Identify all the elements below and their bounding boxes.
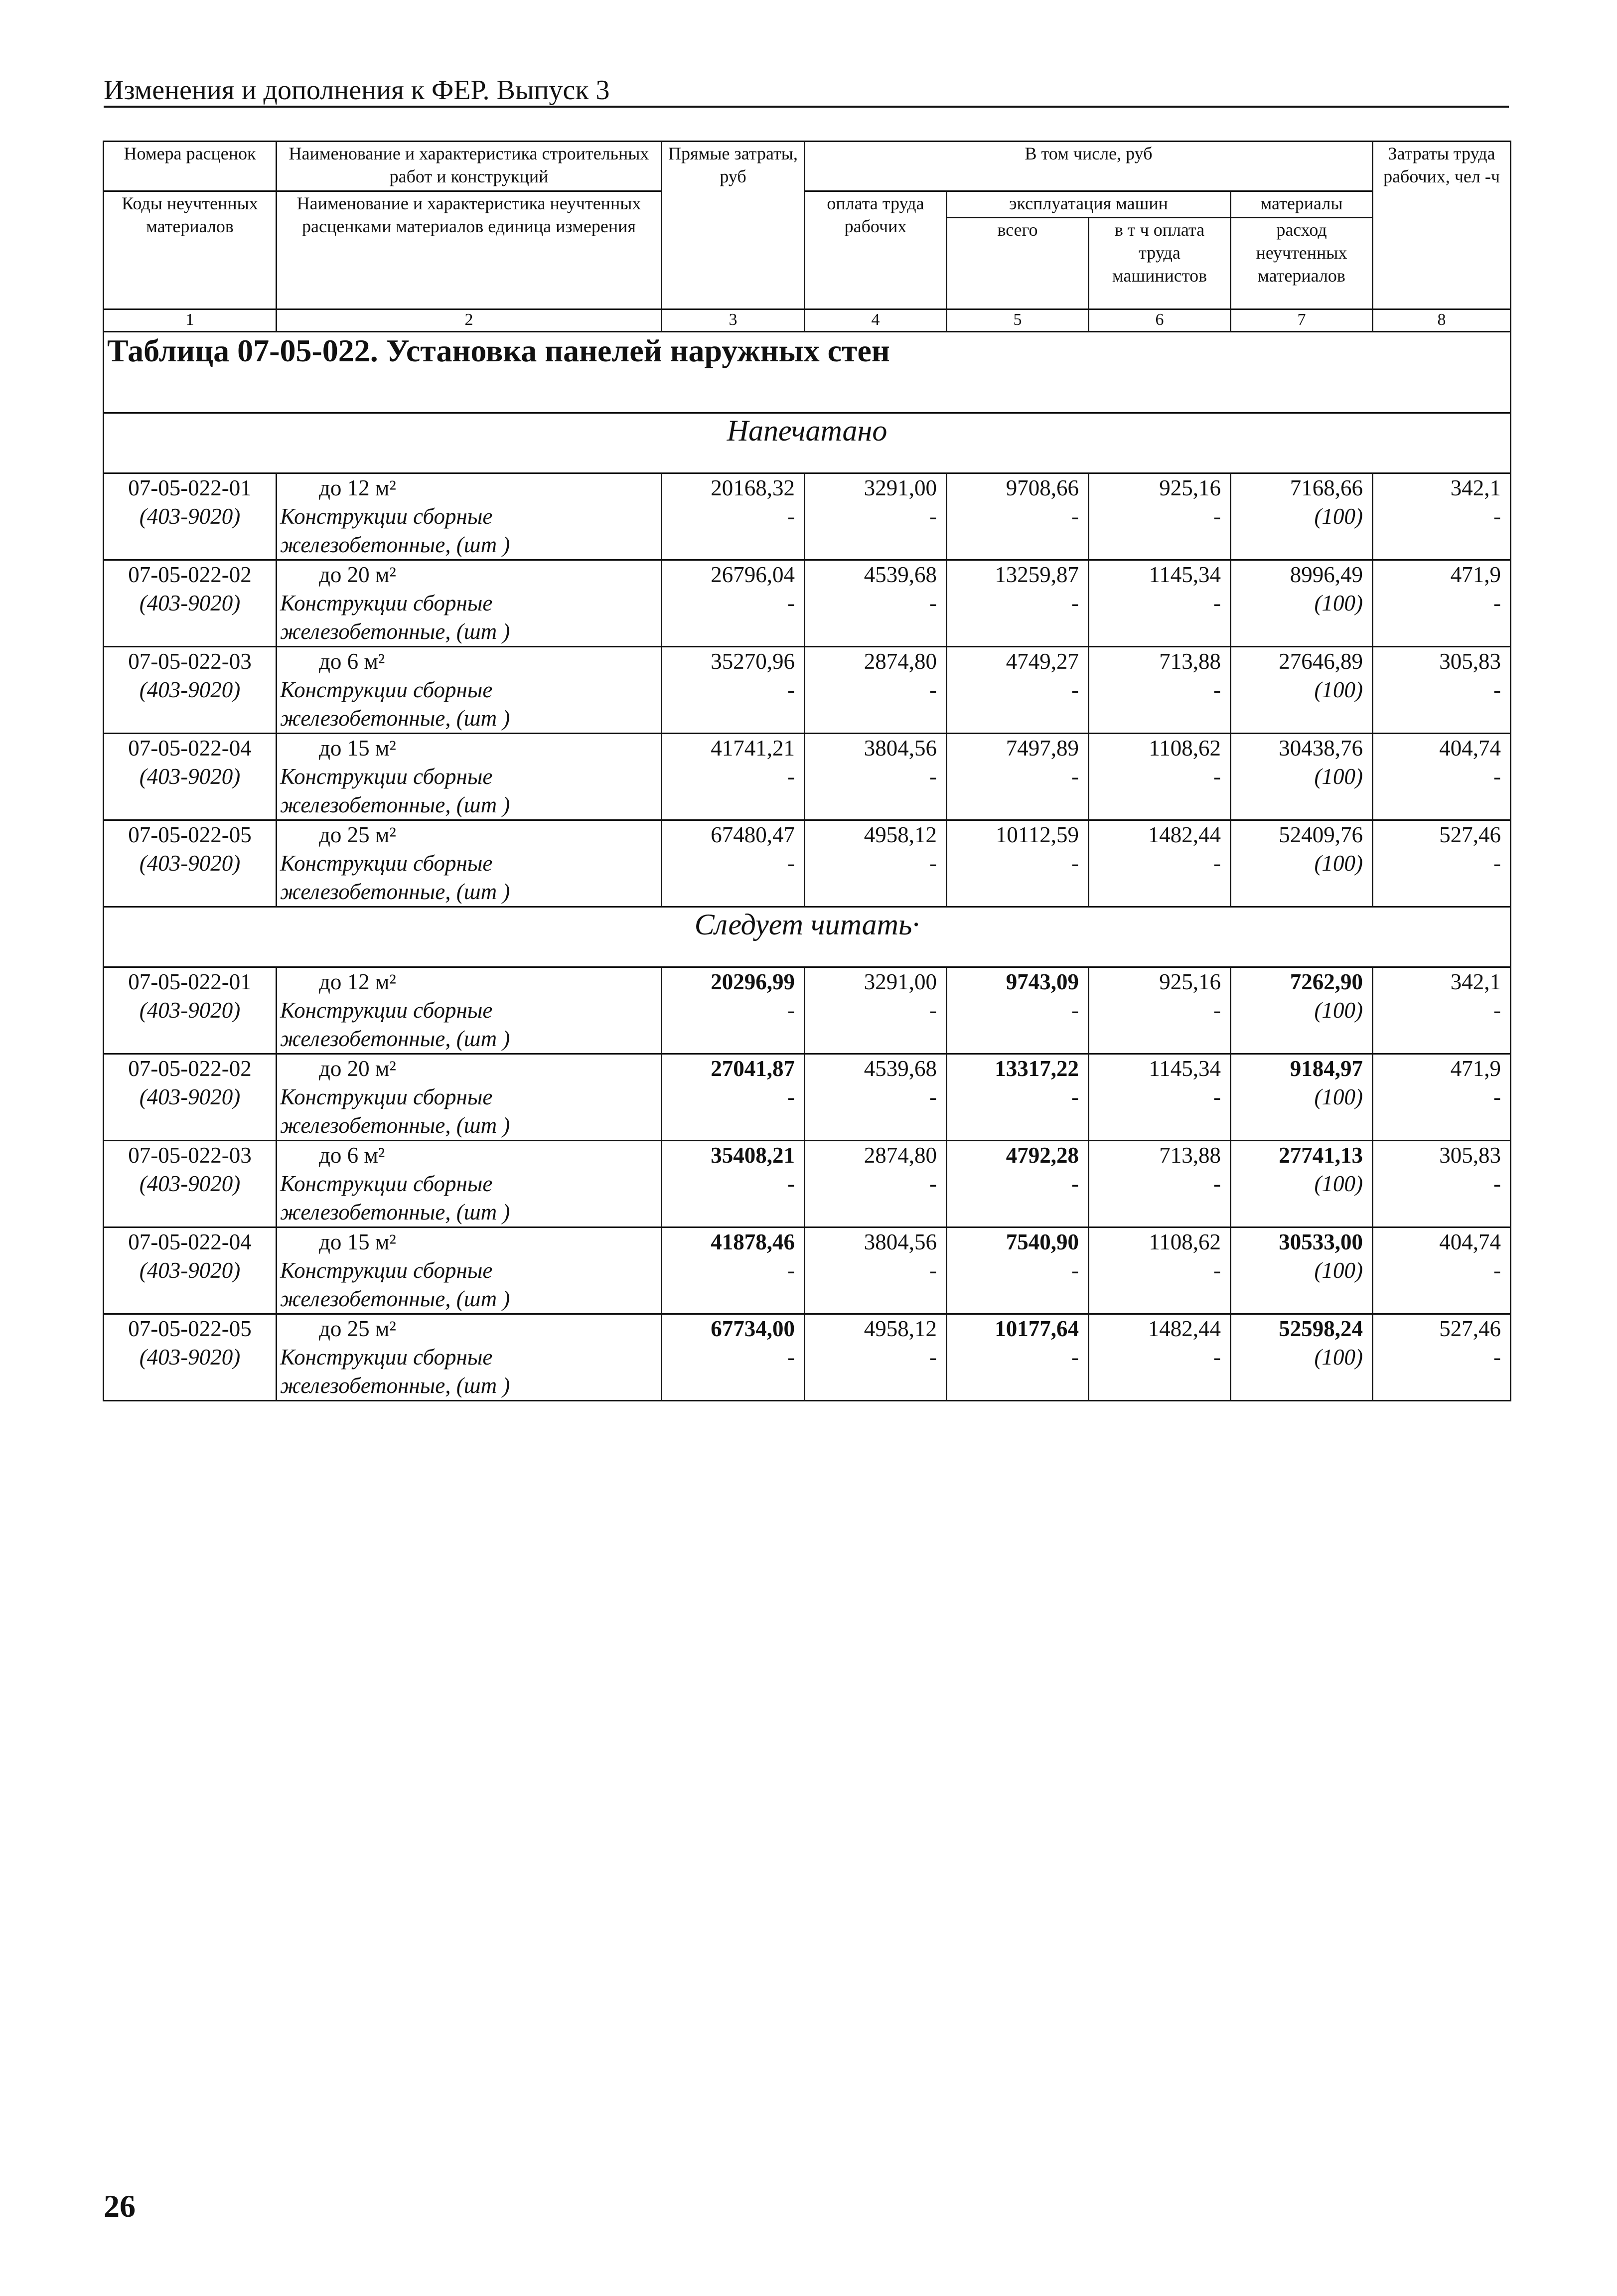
material-costs: 7168,66: [1290, 475, 1363, 500]
worker-pay: 2874,80: [864, 1143, 937, 1168]
worker-pay: 3291,00: [864, 475, 937, 500]
machine-costs-cell: [947, 1314, 1089, 1401]
table-row: [104, 820, 1511, 907]
material-costs: 27741,13: [1279, 1143, 1363, 1168]
machinist-pay: 1108,62: [1149, 736, 1221, 761]
worker-pay-cell: [805, 473, 947, 560]
labor-hours: 527,46: [1439, 1316, 1501, 1341]
machine-costs: 10112,59: [995, 822, 1079, 847]
machinist-pay: 713,88: [1159, 649, 1221, 674]
machine-costs: 10177,64: [995, 1316, 1079, 1341]
table-row: [104, 560, 1511, 647]
direct-costs-sub: -: [787, 1084, 795, 1109]
rate-code: 07-05-022-05: [128, 1316, 252, 1341]
material-costs: 52598,24: [1279, 1316, 1363, 1341]
table-row: [104, 647, 1511, 734]
material-costs: 27646,89: [1279, 649, 1363, 674]
material-costs-sub: (100): [1314, 591, 1363, 615]
machinist-pay-sub: -: [1213, 764, 1221, 789]
material-name: Конструкции сборные железобетонные, (шт ): [280, 1258, 510, 1311]
description-cell: [277, 1141, 662, 1227]
header-machinist-pay: в т ч оплата труда машинистов: [1089, 218, 1231, 309]
machine-costs-cell: [947, 560, 1089, 647]
panel-size: до 15 м²: [319, 1229, 396, 1254]
header-including: В том числе, руб: [805, 142, 1373, 191]
panel-size: до 20 м²: [319, 562, 396, 587]
material-costs-cell: [1231, 1227, 1373, 1314]
machine-costs: 13259,87: [995, 562, 1079, 587]
rate-code-cell: [104, 820, 277, 907]
machine-costs-sub: -: [1071, 591, 1079, 615]
labor-hours-cell: [1373, 734, 1511, 820]
worker-pay-sub: -: [929, 1345, 937, 1370]
direct-costs: 26796,04: [711, 562, 795, 587]
direct-costs-cell: [662, 967, 805, 1054]
worker-pay-sub: -: [929, 851, 937, 876]
description-cell: [277, 1314, 662, 1401]
worker-pay-sub: -: [929, 591, 937, 615]
rate-code: 07-05-022-02: [128, 1056, 252, 1081]
table-header: [104, 142, 1511, 332]
panel-size: до 12 м²: [319, 969, 396, 994]
rate-code-cell: [104, 473, 277, 560]
direct-costs: 35408,21: [711, 1143, 795, 1168]
worker-pay-sub: -: [929, 764, 937, 789]
machinist-pay: 925,16: [1159, 969, 1221, 994]
machinist-pay: 1145,34: [1149, 1056, 1221, 1081]
direct-costs-cell: [662, 1314, 805, 1401]
material-name: Конструкции сборные железобетонные, (шт ): [280, 677, 510, 731]
direct-costs-cell: [662, 1054, 805, 1141]
material-costs-sub: (100): [1314, 1258, 1363, 1283]
column-number: 1: [104, 309, 277, 332]
machinist-pay-sub: -: [1213, 591, 1221, 615]
machine-costs-cell: [947, 473, 1089, 560]
material-code: (403-9020): [139, 998, 241, 1023]
table-row: [104, 734, 1511, 820]
labor-hours-cell: [1373, 1227, 1511, 1314]
labor-hours-sub: -: [1493, 764, 1501, 789]
worker-pay-sub: -: [929, 1084, 937, 1109]
machine-costs: 7497,89: [1006, 736, 1079, 761]
labor-hours: 342,1: [1450, 475, 1501, 500]
worker-pay-sub: -: [929, 677, 937, 702]
machine-costs: 13317,22: [995, 1056, 1079, 1081]
worker-pay-sub: -: [929, 504, 937, 529]
worker-pay: 4539,68: [864, 1056, 937, 1081]
rate-code-cell: [104, 560, 277, 647]
material-costs-sub: (100): [1314, 764, 1363, 789]
machinist-pay-sub: -: [1213, 677, 1221, 702]
panel-size: до 15 м²: [319, 736, 396, 761]
labor-hours: 471,9: [1450, 1056, 1501, 1081]
material-name: Конструкции сборные железобетонные, (шт ): [280, 851, 510, 904]
worker-pay: 4958,12: [864, 822, 937, 847]
material-code: (403-9020): [139, 1258, 241, 1283]
machinist-pay: 1145,34: [1149, 562, 1221, 587]
machine-costs-cell: [947, 1141, 1089, 1227]
direct-costs-cell: [662, 647, 805, 734]
panel-size: до 6 м²: [319, 1143, 385, 1168]
panel-size: до 6 м²: [319, 649, 385, 674]
panel-size: до 25 м²: [319, 822, 396, 847]
material-costs-cell: [1231, 1141, 1373, 1227]
machine-costs-cell: [947, 1054, 1089, 1141]
material-code: (403-9020): [139, 1345, 241, 1370]
direct-costs-sub: -: [787, 851, 795, 876]
material-name: Конструкции сборные железобетонные, (шт ): [280, 1171, 510, 1225]
machinist-pay-sub: -: [1213, 504, 1221, 529]
material-code: (403-9020): [139, 851, 241, 876]
worker-pay-cell: [805, 1227, 947, 1314]
material-name: Конструкции сборные железобетонные, (шт ): [280, 764, 510, 817]
worker-pay: 2874,80: [864, 649, 937, 674]
column-number: 3: [662, 309, 805, 332]
worker-pay-cell: [805, 647, 947, 734]
labor-hours-cell: [1373, 647, 1511, 734]
header-work-name: Наименование и характеристика строительных работ и конструкций: [277, 142, 662, 191]
header-material-codes: Коды неучтенных материалов: [104, 191, 277, 309]
material-costs: 30533,00: [1279, 1229, 1363, 1254]
material-costs-cell: [1231, 820, 1373, 907]
machine-costs: 4792,28: [1006, 1143, 1079, 1168]
material-costs-sub: (100): [1314, 1084, 1363, 1109]
machine-costs-sub: -: [1071, 1084, 1079, 1109]
header-material-name: Наименование и характеристика неучтенных расценками материалов единица измерения: [277, 191, 662, 309]
section-should-read: Следует читать·: [104, 907, 1511, 967]
direct-costs-sub: -: [787, 764, 795, 789]
material-costs-sub: (100): [1314, 1345, 1363, 1370]
direct-costs-cell: [662, 734, 805, 820]
machinist-pay-sub: -: [1213, 998, 1221, 1023]
rate-code: 07-05-022-03: [128, 1143, 252, 1168]
worker-pay-cell: [805, 560, 947, 647]
material-costs-cell: [1231, 647, 1373, 734]
direct-costs-sub: -: [787, 1258, 795, 1283]
labor-hours-sub: -: [1493, 1258, 1501, 1283]
material-costs-sub: (100): [1314, 851, 1363, 876]
material-name: Конструкции сборные железобетонные, (шт ): [280, 998, 510, 1051]
machinist-pay: 925,16: [1159, 475, 1221, 500]
header-worker-pay: оплата труда рабочих: [805, 191, 947, 309]
machine-costs: 4749,27: [1006, 649, 1079, 674]
labor-hours-sub: -: [1493, 591, 1501, 615]
rate-code-cell: [104, 1227, 277, 1314]
machine-costs-cell: [947, 1227, 1089, 1314]
description-cell: [277, 820, 662, 907]
machinist-pay-cell: [1089, 473, 1231, 560]
panel-size: до 25 м²: [319, 1316, 396, 1341]
column-number: 8: [1373, 309, 1511, 332]
page-number: 26: [104, 2188, 136, 2224]
material-costs: 52409,76: [1279, 822, 1363, 847]
material-code: (403-9020): [139, 764, 241, 789]
labor-hours-sub: -: [1493, 998, 1501, 1023]
labor-hours-sub: -: [1493, 677, 1501, 702]
table-row: [104, 967, 1511, 1054]
machinist-pay-cell: [1089, 967, 1231, 1054]
material-costs-sub: (100): [1314, 504, 1363, 529]
column-number: 4: [805, 309, 947, 332]
worker-pay: 3804,56: [864, 736, 937, 761]
material-code: (403-9020): [139, 1084, 241, 1109]
direct-costs-sub: -: [787, 591, 795, 615]
running-header: Изменения и дополнения к ФЕР. Выпуск 3: [104, 75, 1509, 108]
material-costs-cell: [1231, 1314, 1373, 1401]
direct-costs-cell: [662, 1141, 805, 1227]
column-number: 2: [277, 309, 662, 332]
column-number: 5: [947, 309, 1089, 332]
labor-hours-cell: [1373, 560, 1511, 647]
direct-costs-sub: -: [787, 504, 795, 529]
rate-code: 07-05-022-02: [128, 562, 252, 587]
rate-code: 07-05-022-05: [128, 822, 252, 847]
material-costs: 8996,49: [1290, 562, 1363, 587]
direct-costs: 20296,99: [711, 969, 795, 994]
material-code: (403-9020): [139, 1171, 241, 1196]
direct-costs-cell: [662, 1227, 805, 1314]
header-materials: материалы: [1231, 191, 1373, 218]
rate-code: 07-05-022-01: [128, 475, 252, 500]
rate-code: 07-05-022-04: [128, 736, 252, 761]
material-code: (403-9020): [139, 591, 241, 615]
worker-pay-sub: -: [929, 1258, 937, 1283]
machinist-pay-cell: [1089, 560, 1231, 647]
worker-pay-cell: [805, 820, 947, 907]
machine-costs-sub: -: [1071, 1171, 1079, 1196]
worker-pay-sub: -: [929, 1171, 937, 1196]
machinist-pay-cell: [1089, 734, 1231, 820]
description-cell: [277, 967, 662, 1054]
description-cell: [277, 1054, 662, 1141]
machinist-pay-sub: -: [1213, 1084, 1221, 1109]
machinist-pay: 1482,44: [1148, 822, 1221, 847]
labor-hours-sub: -: [1493, 1084, 1501, 1109]
machine-costs-cell: [947, 820, 1089, 907]
labor-hours: 471,9: [1450, 562, 1501, 587]
machine-costs-cell: [947, 967, 1089, 1054]
header-machine-total: всего: [947, 218, 1089, 309]
machinist-pay-cell: [1089, 1054, 1231, 1141]
material-costs-cell: [1231, 560, 1373, 647]
direct-costs: 27041,87: [711, 1056, 795, 1081]
labor-hours-cell: [1373, 1141, 1511, 1227]
header-unaccounted-materials: расход неучтенных материалов: [1231, 218, 1373, 309]
direct-costs-cell: [662, 820, 805, 907]
machine-costs-sub: -: [1071, 851, 1079, 876]
corrected-rows: [104, 967, 1511, 1401]
rate-code: 07-05-022-03: [128, 649, 252, 674]
machinist-pay: 1482,44: [1148, 1316, 1221, 1341]
direct-costs-sub: -: [787, 998, 795, 1023]
machinist-pay-cell: [1089, 1227, 1231, 1314]
material-costs-sub: (100): [1314, 998, 1363, 1023]
labor-hours: 404,74: [1439, 736, 1501, 761]
rate-code: 07-05-022-04: [128, 1229, 252, 1254]
labor-hours-cell: [1373, 967, 1511, 1054]
direct-costs: 35270,96: [711, 649, 795, 674]
worker-pay-sub: -: [929, 998, 937, 1023]
column-number: 6: [1089, 309, 1231, 332]
direct-costs-cell: [662, 473, 805, 560]
machine-costs-cell: [947, 647, 1089, 734]
direct-costs: 67734,00: [711, 1316, 795, 1341]
machine-costs-cell: [947, 734, 1089, 820]
labor-hours-sub: -: [1493, 1171, 1501, 1196]
labor-hours-cell: [1373, 1054, 1511, 1141]
description-cell: [277, 647, 662, 734]
description-cell: [277, 1227, 662, 1314]
material-costs: 9184,97: [1290, 1056, 1363, 1081]
printed-rows: [104, 473, 1511, 907]
rate-code-cell: [104, 1314, 277, 1401]
rates-table: [103, 141, 1511, 1401]
worker-pay-cell: [805, 1314, 947, 1401]
machine-costs-sub: -: [1071, 998, 1079, 1023]
direct-costs: 41878,46: [711, 1229, 795, 1254]
direct-costs-cell: [662, 560, 805, 647]
description-cell: [277, 473, 662, 560]
material-costs: 7262,90: [1290, 969, 1363, 994]
machine-costs-sub: -: [1071, 677, 1079, 702]
table-row: [104, 1054, 1511, 1141]
machine-costs-sub: -: [1071, 504, 1079, 529]
labor-hours-sub: -: [1493, 1345, 1501, 1370]
labor-hours: 305,83: [1439, 1143, 1501, 1168]
column-numbers-row: [104, 309, 1511, 332]
machinist-pay-cell: [1089, 820, 1231, 907]
machine-costs-sub: -: [1071, 1258, 1079, 1283]
description-cell: [277, 560, 662, 647]
worker-pay-cell: [805, 967, 947, 1054]
material-costs-cell: [1231, 1054, 1373, 1141]
rate-code: 07-05-022-01: [128, 969, 252, 994]
machinist-pay-sub: -: [1213, 1171, 1221, 1196]
table-title: Таблица 07-05-022. Установка панелей наружных стен: [104, 332, 1511, 413]
section-printed: Напечатано: [104, 413, 1511, 473]
machinist-pay-cell: [1089, 647, 1231, 734]
machinist-pay-sub: -: [1213, 1345, 1221, 1370]
material-costs-cell: [1231, 967, 1373, 1054]
machinist-pay-sub: -: [1213, 1258, 1221, 1283]
machine-costs-sub: -: [1071, 1345, 1079, 1370]
material-costs-sub: (100): [1314, 677, 1363, 702]
machine-costs: 9708,66: [1006, 475, 1079, 500]
labor-hours-sub: -: [1493, 504, 1501, 529]
header-rate-numbers: Номера расценок: [104, 142, 277, 191]
worker-pay-cell: [805, 734, 947, 820]
material-costs: 30438,76: [1279, 736, 1363, 761]
worker-pay-cell: [805, 1141, 947, 1227]
material-code: (403-9020): [139, 504, 241, 529]
machinist-pay-cell: [1089, 1141, 1231, 1227]
material-costs-sub: (100): [1314, 1171, 1363, 1196]
worker-pay-cell: [805, 1054, 947, 1141]
machinist-pay-cell: [1089, 1314, 1231, 1401]
direct-costs-sub: -: [787, 1171, 795, 1196]
worker-pay: 4539,68: [864, 562, 937, 587]
panel-size: до 12 м²: [319, 475, 396, 500]
rate-code-cell: [104, 734, 277, 820]
description-cell: [277, 734, 662, 820]
worker-pay: 3291,00: [864, 969, 937, 994]
rate-code-cell: [104, 1054, 277, 1141]
machinist-pay: 713,88: [1159, 1143, 1221, 1168]
rate-code-cell: [104, 1141, 277, 1227]
direct-costs: 67480,47: [711, 822, 795, 847]
labor-hours: 342,1: [1450, 969, 1501, 994]
header-direct-costs: Прямые затраты, руб: [662, 142, 805, 309]
labor-hours: 305,83: [1439, 649, 1501, 674]
material-name: Конструкции сборные железобетонные, (шт ): [280, 591, 510, 644]
labor-hours-cell: [1373, 1314, 1511, 1401]
material-name: Конструкции сборные железобетонные, (шт ): [280, 1084, 510, 1138]
machinist-pay: 1108,62: [1149, 1229, 1221, 1254]
machine-costs-sub: -: [1071, 764, 1079, 789]
table-row: [104, 1141, 1511, 1227]
machine-costs: 7540,90: [1006, 1229, 1079, 1254]
material-code: (403-9020): [139, 677, 241, 702]
material-name: Конструкции сборные железобетонные, (шт ): [280, 504, 510, 557]
direct-costs-sub: -: [787, 1345, 795, 1370]
column-number: 7: [1231, 309, 1373, 332]
labor-hours-cell: [1373, 473, 1511, 560]
direct-costs: 41741,21: [711, 736, 795, 761]
table-row: [104, 1227, 1511, 1314]
rate-code-cell: [104, 967, 277, 1054]
panel-size: до 20 м²: [319, 1056, 396, 1081]
direct-costs-sub: -: [787, 677, 795, 702]
labor-hours: 527,46: [1439, 822, 1501, 847]
labor-hours: 404,74: [1439, 1229, 1501, 1254]
worker-pay: 3804,56: [864, 1229, 937, 1254]
rate-code-cell: [104, 647, 277, 734]
table-row: [104, 1314, 1511, 1401]
direct-costs: 20168,32: [711, 475, 795, 500]
material-costs-cell: [1231, 734, 1373, 820]
material-name: Конструкции сборные железобетонные, (шт ): [280, 1345, 510, 1398]
machine-costs: 9743,09: [1006, 969, 1079, 994]
worker-pay: 4958,12: [864, 1316, 937, 1341]
table-row: [104, 473, 1511, 560]
machinist-pay-sub: -: [1213, 851, 1221, 876]
labor-hours-cell: [1373, 820, 1511, 907]
header-machine-operation: эксплуатация машин: [947, 191, 1231, 218]
header-labor-hours: Затраты труда рабочих, чел -ч: [1373, 142, 1511, 309]
material-costs-cell: [1231, 473, 1373, 560]
labor-hours-sub: -: [1493, 851, 1501, 876]
